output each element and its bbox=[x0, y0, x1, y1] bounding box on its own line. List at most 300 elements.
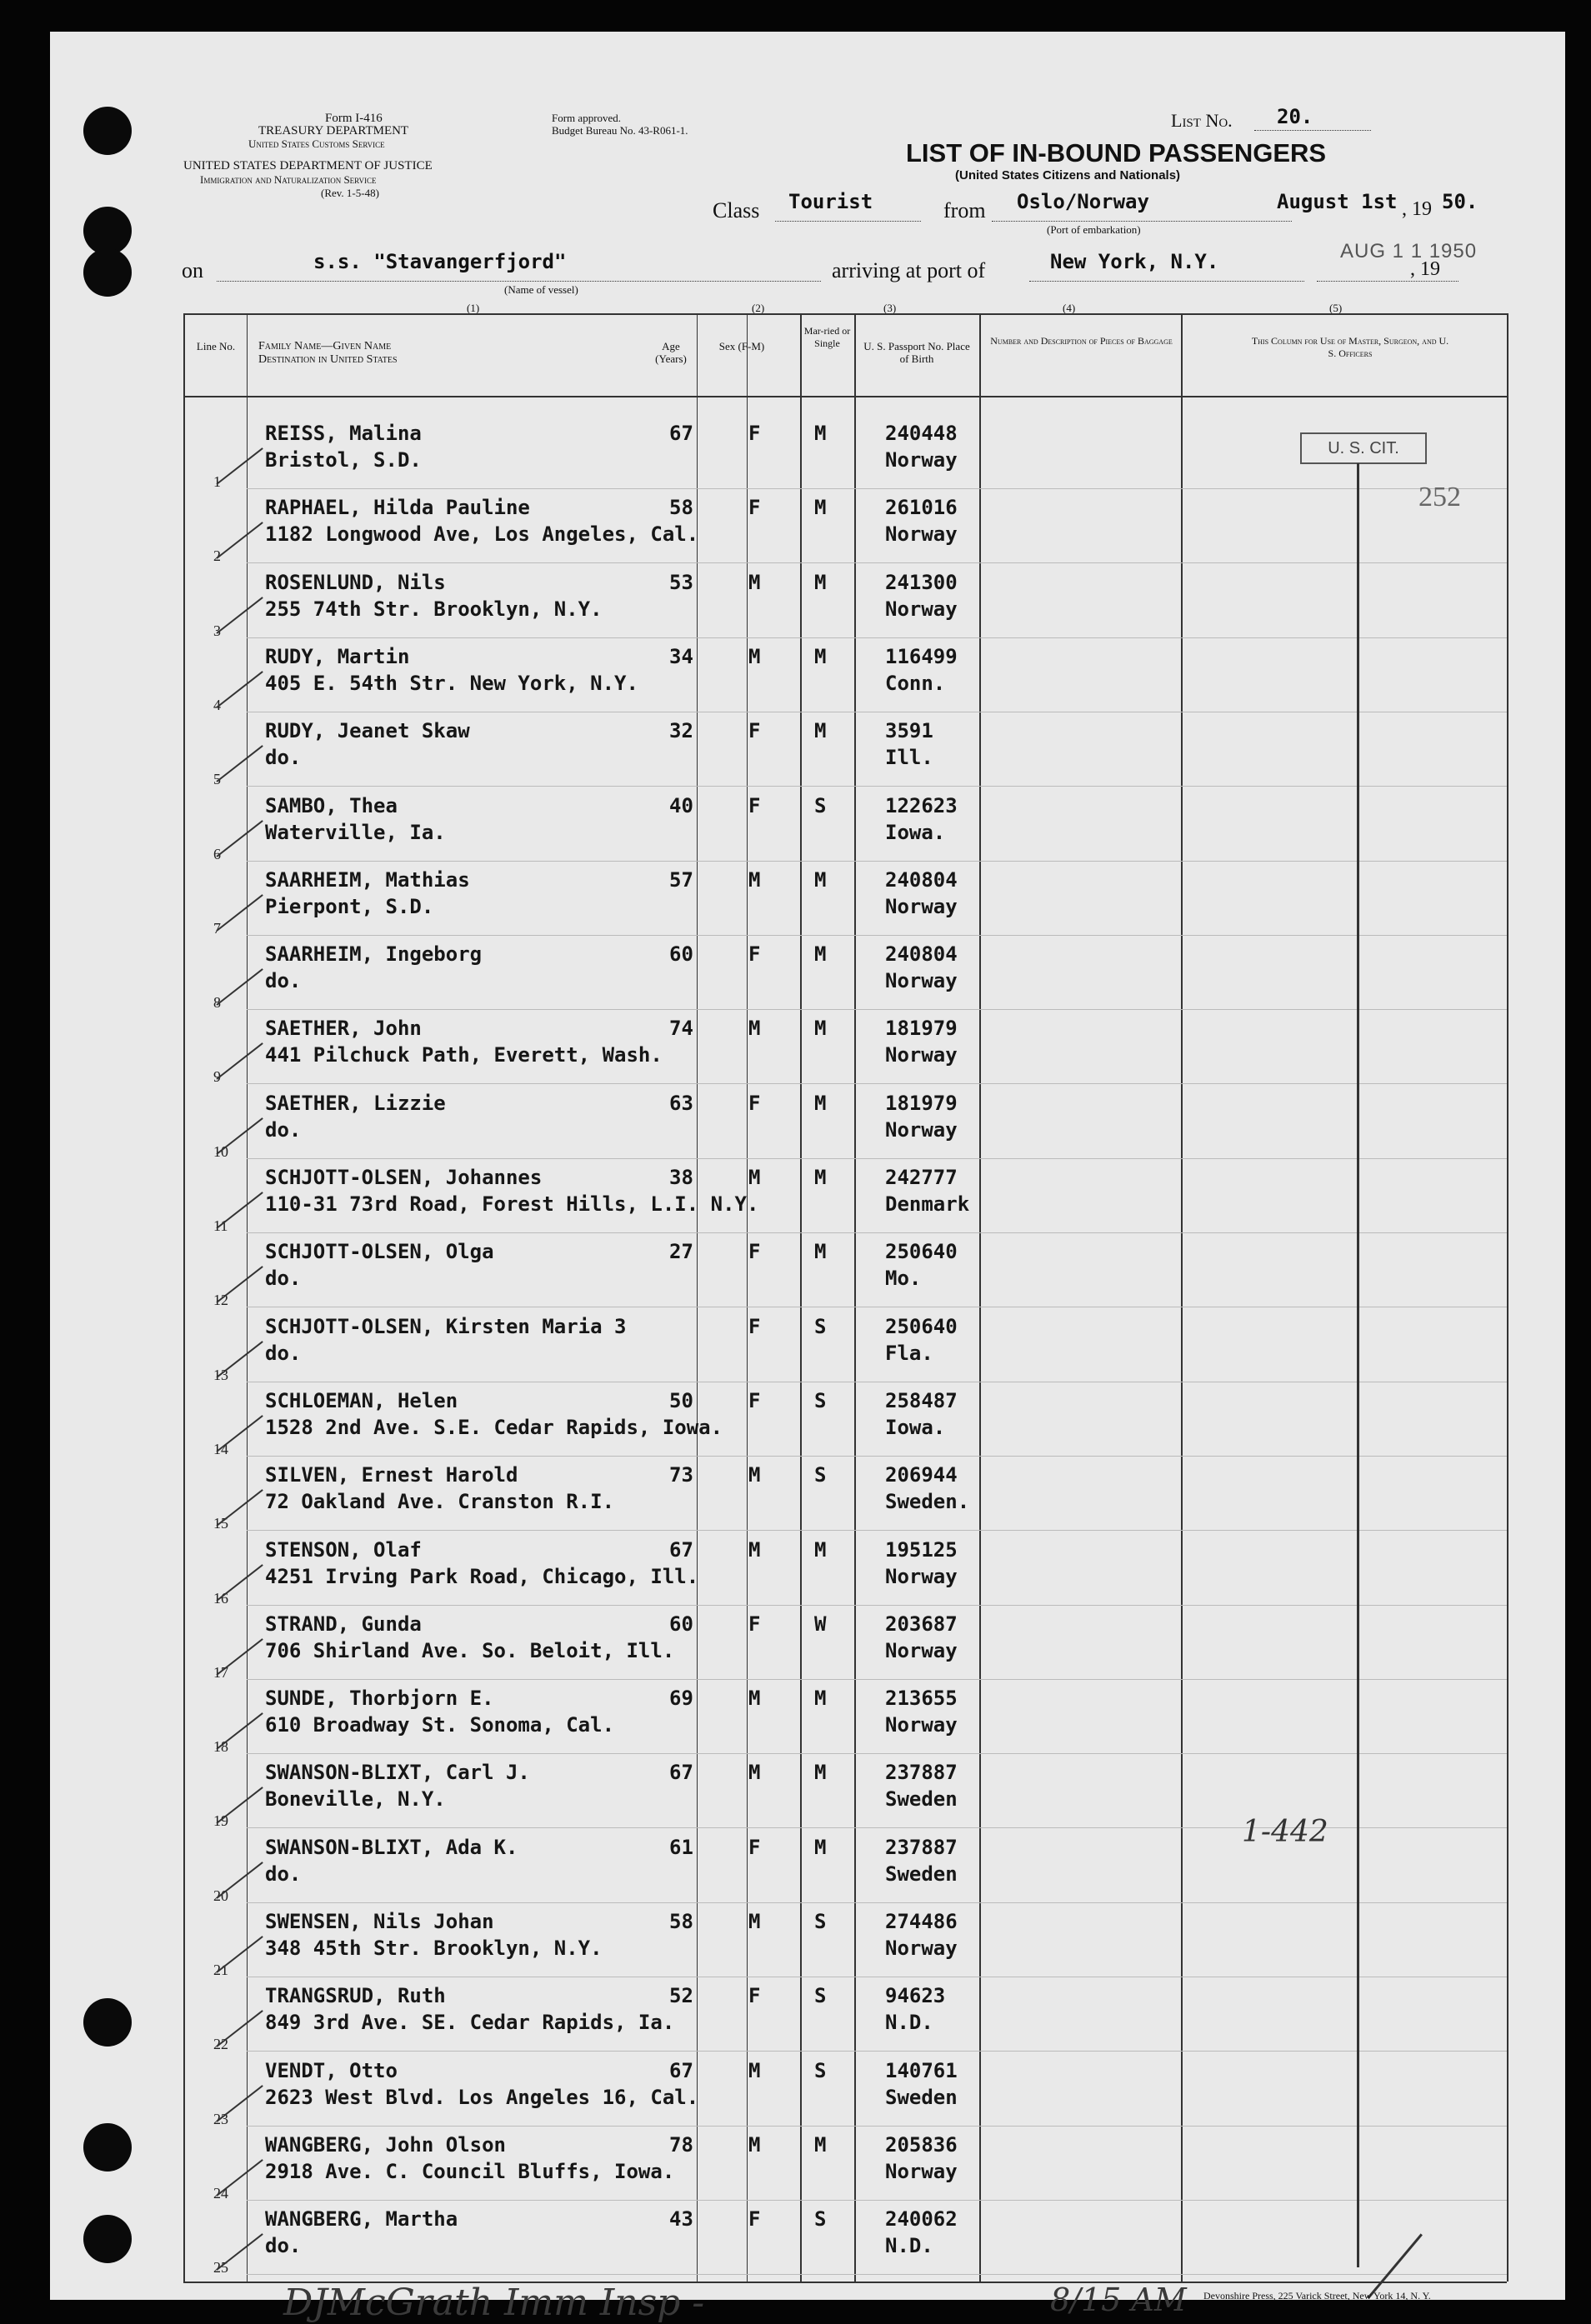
table-row bbox=[50, 1017, 1565, 1091]
check-mark bbox=[216, 522, 263, 559]
form-approved: Form approved. bbox=[552, 112, 622, 124]
passport-number: 195125 bbox=[885, 1538, 958, 1562]
check-mark bbox=[216, 447, 263, 485]
passenger-sex: M bbox=[748, 2133, 761, 2157]
row-separator bbox=[247, 2051, 1507, 2052]
passenger-destination: Bristol, S.D. bbox=[265, 448, 422, 472]
check-mark bbox=[216, 671, 263, 708]
place-of-birth: Norway bbox=[885, 895, 958, 918]
date-value: August 1st bbox=[1277, 190, 1398, 213]
passenger-destination: do. bbox=[265, 1267, 302, 1290]
officer-column-line bbox=[1357, 463, 1359, 2267]
header-officers: This Column for Use of Master, Surgeon, and U. S. Officers bbox=[1251, 335, 1449, 359]
passenger-name: SWANSON-BLIXT, Carl J. bbox=[265, 1761, 530, 1784]
place-of-birth: Norway bbox=[885, 2160, 958, 2183]
passenger-name: SAETHER, John bbox=[265, 1017, 422, 1040]
passenger-age: 52 bbox=[669, 1984, 693, 2007]
passport-number: 140761 bbox=[885, 2059, 958, 2082]
passenger-name: WANGBERG, John Olson bbox=[265, 2133, 506, 2157]
passenger-destination: 1528 2nd Ave. S.E. Cedar Rapids, Iowa. bbox=[265, 1416, 723, 1439]
table-row bbox=[50, 1092, 1565, 1166]
passenger-marital-status: M bbox=[814, 1240, 827, 1263]
line-number: 3 bbox=[213, 622, 221, 639]
line-number: 5 bbox=[213, 771, 221, 787]
arriving-label: arriving at port of bbox=[832, 258, 986, 282]
passenger-age: 67 bbox=[669, 1538, 693, 1562]
row-separator bbox=[247, 1009, 1507, 1010]
table-row bbox=[50, 645, 1565, 719]
passenger-destination: do. bbox=[265, 1118, 302, 1142]
from-label: from bbox=[943, 198, 986, 222]
passenger-sex: M bbox=[748, 1687, 761, 1710]
place-of-birth: Norway bbox=[885, 1713, 958, 1737]
row-separator bbox=[247, 935, 1507, 936]
passenger-name: RAPHAEL, Hilda Pauline bbox=[265, 496, 530, 519]
passenger-name: SCHJOTT-OLSEN, Johannes bbox=[265, 1166, 543, 1189]
line-number: 23 bbox=[213, 2111, 228, 2127]
check-mark bbox=[216, 2010, 263, 2047]
passenger-destination: Waterville, Ia. bbox=[265, 821, 446, 844]
passenger-marital-status: M bbox=[814, 1538, 827, 1562]
check-mark bbox=[216, 2233, 263, 2271]
passport-number: 258487 bbox=[885, 1389, 958, 1412]
place-of-birth: Norway bbox=[885, 448, 958, 472]
justice-label: UNITED STATES DEPARTMENT OF JUSTICE bbox=[183, 159, 433, 172]
passenger-sex: F bbox=[748, 1240, 761, 1263]
table-top-border bbox=[183, 313, 1507, 315]
passenger-age: 43 bbox=[669, 2207, 693, 2231]
row-separator bbox=[247, 562, 1507, 563]
passenger-age: 60 bbox=[669, 1612, 693, 1636]
header-name: Family Name—Given Name bbox=[258, 340, 392, 352]
header-sex: Sex (F-M) bbox=[718, 340, 765, 352]
arrival-port: New York, N.Y. bbox=[1050, 250, 1219, 273]
passenger-age: 67 bbox=[669, 1761, 693, 1784]
line-number: 6 bbox=[213, 846, 221, 862]
passenger-destination: do. bbox=[265, 1862, 302, 1886]
passenger-name: REISS, Malina bbox=[265, 422, 422, 445]
place-of-birth: Norway bbox=[885, 1937, 958, 1960]
table-row bbox=[50, 942, 1565, 1017]
row-separator bbox=[247, 1605, 1507, 1606]
line-number: 1 bbox=[213, 473, 221, 490]
passenger-marital-status: M bbox=[814, 2133, 827, 2157]
passenger-marital-status: M bbox=[814, 645, 827, 668]
passenger-marital-status: M bbox=[814, 1166, 827, 1189]
header-bottom-border bbox=[183, 396, 1507, 397]
passenger-sex: F bbox=[748, 1315, 761, 1338]
class-label: Class bbox=[713, 198, 760, 222]
line-number: 18 bbox=[213, 1738, 228, 1755]
table-row bbox=[50, 1463, 1565, 1537]
check-mark bbox=[216, 2159, 263, 2197]
passenger-sex: M bbox=[748, 868, 761, 892]
revision-label: (Rev. 1-5-48) bbox=[321, 187, 379, 199]
inspection-time: 8/15 AM bbox=[1050, 2282, 1187, 2318]
list-no-value: 20. bbox=[1277, 105, 1313, 128]
inspector-signature: DJMcGrath Imm Insp - bbox=[283, 2282, 705, 2324]
passenger-age: 73 bbox=[669, 1463, 693, 1487]
table-row bbox=[50, 1612, 1565, 1687]
passenger-sex: F bbox=[748, 794, 761, 817]
passenger-destination: 255 74th Str. Brooklyn, N.Y. bbox=[265, 597, 603, 621]
row-separator bbox=[247, 786, 1507, 787]
table-row bbox=[50, 2207, 1565, 2282]
table-row bbox=[50, 1910, 1565, 1984]
arrival-date-stamp: AUG 1 1 1950 bbox=[1340, 240, 1478, 262]
arrival-year-prefix: , 19 bbox=[1410, 258, 1440, 280]
passenger-marital-status: S bbox=[814, 2059, 827, 2082]
number-1442: 1-442 bbox=[1242, 1815, 1328, 1849]
place-of-birth: Ill. bbox=[885, 746, 933, 769]
check-mark bbox=[216, 2085, 263, 2122]
check-mark bbox=[216, 1117, 263, 1155]
table-row bbox=[50, 1538, 1565, 1612]
place-of-birth: Norway bbox=[885, 969, 958, 992]
table-row bbox=[50, 1687, 1565, 1761]
passenger-age: 63 bbox=[669, 1092, 693, 1115]
table-row bbox=[50, 1240, 1565, 1314]
passenger-name: TRANGSRUD, Ruth bbox=[265, 1984, 446, 2007]
passenger-sex: M bbox=[748, 1538, 761, 1562]
line-number: 20 bbox=[213, 1887, 228, 1904]
line-number: 8 bbox=[213, 994, 221, 1011]
place-of-birth: Fla. bbox=[885, 1342, 933, 1365]
check-mark bbox=[216, 1564, 263, 1602]
from-underline bbox=[992, 221, 1292, 222]
col-num-4: (4) bbox=[1063, 302, 1076, 314]
check-mark bbox=[216, 894, 263, 932]
passenger-name: WANGBERG, Martha bbox=[265, 2207, 458, 2231]
row-separator bbox=[247, 1456, 1507, 1457]
number-252: 252 bbox=[1418, 482, 1461, 512]
table-row bbox=[50, 2059, 1565, 2133]
row-separator bbox=[247, 1902, 1507, 1903]
place-of-birth: Norway bbox=[885, 597, 958, 621]
passenger-marital-status: S bbox=[814, 1315, 827, 1338]
manifest-sheet bbox=[50, 32, 1565, 2324]
col-num-3: (3) bbox=[883, 302, 897, 314]
passenger-sex: F bbox=[748, 1836, 761, 1859]
passenger-sex: F bbox=[748, 1092, 761, 1115]
row-separator bbox=[247, 2274, 1507, 2275]
check-mark bbox=[216, 1638, 263, 1676]
table-row bbox=[50, 1984, 1565, 2058]
table-row bbox=[50, 1389, 1565, 1463]
check-mark bbox=[216, 1415, 263, 1452]
row-separator bbox=[247, 2200, 1507, 2201]
budget-bureau: Budget Bureau No. 43-R061-1. bbox=[552, 124, 688, 137]
printer-imprint: Devonshire Press, 225 Varick Street, New York 14, N. Y. bbox=[1203, 2290, 1431, 2302]
place-of-birth: Iowa. bbox=[885, 821, 946, 844]
passenger-destination: 1182 Longwood Ave, Los Angeles, Cal. bbox=[265, 522, 699, 546]
passenger-name: STENSON, Olaf bbox=[265, 1538, 422, 1562]
passenger-sex: F bbox=[748, 942, 761, 966]
passenger-marital-status: M bbox=[814, 571, 827, 594]
passenger-name: SAARHEIM, Mathias bbox=[265, 868, 470, 892]
passenger-marital-status: M bbox=[814, 868, 827, 892]
punch-hole bbox=[83, 2215, 132, 2263]
check-mark bbox=[216, 1936, 263, 1973]
passenger-sex: M bbox=[748, 1017, 761, 1040]
passenger-marital-status: W bbox=[814, 1612, 827, 1636]
page-title: LIST OF IN-BOUND PASSENGERS bbox=[906, 138, 1327, 167]
from-value: Oslo/Norway bbox=[1017, 190, 1149, 213]
place-of-birth: Iowa. bbox=[885, 1416, 946, 1439]
passenger-age: 50 bbox=[669, 1389, 693, 1412]
passport-number: 274486 bbox=[885, 1910, 958, 1933]
line-number: 7 bbox=[213, 920, 221, 937]
punch-hole bbox=[83, 248, 132, 297]
passenger-age: 57 bbox=[669, 868, 693, 892]
passport-number: 181979 bbox=[885, 1017, 958, 1040]
passport-number: 250640 bbox=[885, 1315, 958, 1338]
passenger-name: RUDY, Jeanet Skaw bbox=[265, 719, 470, 742]
line-number: 10 bbox=[213, 1143, 228, 1160]
place-of-birth: Norway bbox=[885, 1043, 958, 1067]
passenger-name: SCHJOTT-OLSEN, Olga bbox=[265, 1240, 494, 1263]
line-number: 11 bbox=[213, 1217, 228, 1234]
passenger-sex: M bbox=[748, 1761, 761, 1784]
passenger-marital-status: S bbox=[814, 1463, 827, 1487]
table-row bbox=[50, 719, 1565, 793]
passenger-name: SAMBO, Thea bbox=[265, 794, 398, 817]
check-mark bbox=[216, 1192, 263, 1229]
passenger-destination: 441 Pilchuck Path, Everett, Wash. bbox=[265, 1043, 663, 1067]
place-of-birth: Denmark bbox=[885, 1192, 970, 1216]
us-citizen-stamp: U. S. CIT. bbox=[1300, 432, 1427, 464]
passenger-destination: 72 Oakland Ave. Cranston R.I. bbox=[265, 1490, 615, 1513]
year-prefix: , 19 bbox=[1402, 198, 1432, 220]
passenger-destination: do. bbox=[265, 2234, 302, 2257]
form-number: Form I-416 bbox=[325, 112, 383, 125]
line-number: 24 bbox=[213, 2185, 228, 2202]
line-number: 19 bbox=[213, 1812, 228, 1829]
line-number: 25 bbox=[213, 2259, 228, 2276]
line-number: 9 bbox=[213, 1068, 221, 1085]
passenger-name: ROSENLUND, Nils bbox=[265, 571, 446, 594]
passport-number: 240448 bbox=[885, 422, 958, 445]
table-row bbox=[50, 1166, 1565, 1240]
passenger-sex: F bbox=[748, 496, 761, 519]
passenger-sex: M bbox=[748, 2059, 761, 2082]
arrival-date-underline bbox=[1317, 281, 1458, 282]
row-separator bbox=[247, 1679, 1507, 1680]
check-mark bbox=[216, 968, 263, 1006]
line-number: 2 bbox=[213, 547, 221, 564]
line-number: 12 bbox=[213, 1292, 228, 1308]
passenger-sex: M bbox=[748, 1166, 761, 1189]
place-of-birth: N.D. bbox=[885, 2011, 933, 2034]
table-row bbox=[50, 1761, 1565, 1835]
passenger-destination: 4251 Irving Park Road, Chicago, Ill. bbox=[265, 1565, 699, 1588]
col-num-2: (2) bbox=[752, 302, 765, 314]
check-mark bbox=[216, 1489, 263, 1527]
line-number: 17 bbox=[213, 1664, 228, 1681]
passenger-age: 58 bbox=[669, 496, 693, 519]
page-subtitle: (United States Citizens and Nationals) bbox=[955, 168, 1181, 182]
passport-number: 240062 bbox=[885, 2207, 958, 2231]
table-row bbox=[50, 794, 1565, 868]
on-label: on bbox=[182, 258, 203, 282]
year-value: 50. bbox=[1442, 190, 1478, 213]
passenger-marital-status: S bbox=[814, 1389, 827, 1412]
passport-number: 237887 bbox=[885, 1836, 958, 1859]
passenger-marital-status: M bbox=[814, 1092, 827, 1115]
check-mark bbox=[216, 1042, 263, 1080]
passenger-marital-status: S bbox=[814, 794, 827, 817]
port-caption: (Port of embarkation) bbox=[1047, 223, 1141, 236]
row-separator bbox=[247, 861, 1507, 862]
arrival-underline bbox=[1029, 281, 1304, 282]
passenger-age: 69 bbox=[669, 1687, 693, 1710]
passenger-name: RUDY, Martin bbox=[265, 645, 410, 668]
passenger-destination: 348 45th Str. Brooklyn, N.Y. bbox=[265, 1937, 603, 1960]
passport-number: 206944 bbox=[885, 1463, 958, 1487]
passenger-age: 40 bbox=[669, 794, 693, 817]
check-mark bbox=[216, 1712, 263, 1750]
passport-number: 94623 bbox=[885, 1984, 946, 2007]
passenger-destination: do. bbox=[265, 1342, 302, 1365]
passenger-destination: 2623 West Blvd. Los Angeles 16, Cal. bbox=[265, 2086, 699, 2109]
check-mark bbox=[216, 1862, 263, 1899]
place-of-birth: Sweden bbox=[885, 2086, 958, 2109]
passenger-marital-status: M bbox=[814, 1017, 827, 1040]
passport-number: 240804 bbox=[885, 942, 958, 966]
passport-number: 205836 bbox=[885, 2133, 958, 2157]
passenger-age: 67 bbox=[669, 2059, 693, 2082]
passenger-destination: Boneville, N.Y. bbox=[265, 1787, 446, 1811]
line-number: 21 bbox=[213, 1962, 228, 1978]
table-row bbox=[50, 496, 1565, 570]
passenger-age: 74 bbox=[669, 1017, 693, 1040]
passenger-age: 34 bbox=[669, 645, 693, 668]
passenger-age: 53 bbox=[669, 571, 693, 594]
passenger-age: 60 bbox=[669, 942, 693, 966]
passenger-name: SWANSON-BLIXT, Ada K. bbox=[265, 1836, 518, 1859]
passport-number: 237887 bbox=[885, 1761, 958, 1784]
passenger-sex: F bbox=[748, 719, 761, 742]
punch-hole bbox=[83, 107, 132, 155]
passenger-destination: do. bbox=[265, 746, 302, 769]
check-mark bbox=[216, 597, 263, 634]
check-mark bbox=[216, 1266, 263, 1303]
place-of-birth: Conn. bbox=[885, 672, 946, 695]
vessel-caption: (Name of vessel) bbox=[504, 283, 578, 296]
passenger-marital-status: M bbox=[814, 1836, 827, 1859]
table-row bbox=[50, 571, 1565, 645]
passenger-age: 38 bbox=[669, 1166, 693, 1189]
passenger-marital-status: M bbox=[814, 719, 827, 742]
ins-label: Immigration and Naturalization Service bbox=[200, 173, 377, 186]
passport-number: 181979 bbox=[885, 1092, 958, 1115]
check-mark bbox=[216, 1341, 263, 1378]
passenger-sex: F bbox=[748, 1984, 761, 2007]
passenger-destination: Pierpont, S.D. bbox=[265, 895, 434, 918]
col-num-5: (5) bbox=[1329, 302, 1343, 314]
row-separator bbox=[247, 1753, 1507, 1754]
punch-hole bbox=[83, 2123, 132, 2172]
passport-number: 122623 bbox=[885, 794, 958, 817]
passenger-age: 67 bbox=[669, 422, 693, 445]
class-underline bbox=[775, 221, 921, 222]
table-row bbox=[50, 868, 1565, 942]
table-row bbox=[50, 1315, 1565, 1389]
row-separator bbox=[247, 1530, 1507, 1531]
passport-number: 203687 bbox=[885, 1612, 958, 1636]
passenger-sex: M bbox=[748, 645, 761, 668]
passport-number: 250640 bbox=[885, 1240, 958, 1263]
header-age: Age (Years) bbox=[655, 340, 687, 365]
passenger-marital-status: S bbox=[814, 1984, 827, 2007]
row-separator bbox=[247, 1232, 1507, 1233]
passenger-destination: 706 Shirland Ave. So. Beloit, Ill. bbox=[265, 1639, 675, 1662]
passenger-name: SCHJOTT-OLSEN, Kirsten Maria 3 bbox=[265, 1315, 627, 1338]
place-of-birth: Norway bbox=[885, 1639, 958, 1662]
passenger-name: STRAND, Gunda bbox=[265, 1612, 422, 1636]
passenger-sex: F bbox=[748, 422, 761, 445]
place-of-birth: Sweden bbox=[885, 1787, 958, 1811]
table-row bbox=[50, 1836, 1565, 1910]
passenger-sex: F bbox=[748, 2207, 761, 2231]
row-separator bbox=[247, 637, 1507, 638]
passenger-name: SAETHER, Lizzie bbox=[265, 1092, 446, 1115]
passport-number: 261016 bbox=[885, 496, 958, 519]
passport-number: 116499 bbox=[885, 645, 958, 668]
line-number: 14 bbox=[213, 1441, 228, 1457]
passenger-marital-status: M bbox=[814, 1687, 827, 1710]
passenger-age: 61 bbox=[669, 1836, 693, 1859]
punch-hole bbox=[83, 1998, 132, 2047]
passenger-name: SUNDE, Thorbjorn E. bbox=[265, 1687, 494, 1710]
place-of-birth: Mo. bbox=[885, 1267, 922, 1290]
passenger-destination: 610 Broadway St. Sonoma, Cal. bbox=[265, 1713, 615, 1737]
row-separator bbox=[247, 1158, 1507, 1159]
line-number: 22 bbox=[213, 2036, 228, 2052]
header-line-no: Line No. bbox=[196, 340, 236, 352]
passport-number: 241300 bbox=[885, 571, 958, 594]
row-separator bbox=[247, 488, 1507, 489]
passenger-name: SILVEN, Ernest Harold bbox=[265, 1463, 518, 1487]
passenger-age: 58 bbox=[669, 1910, 693, 1933]
passenger-name: SAARHEIM, Ingeborg bbox=[265, 942, 483, 966]
passenger-destination: 405 E. 54th Str. New York, N.Y. bbox=[265, 672, 638, 695]
place-of-birth: Sweden bbox=[885, 1862, 958, 1886]
header-passport: U. S. Passport No. Place of Birth bbox=[863, 340, 970, 365]
class-value: Tourist bbox=[788, 190, 873, 213]
passenger-age: 78 bbox=[669, 2133, 693, 2157]
header-married: Mar-ried or Single bbox=[803, 325, 851, 349]
passenger-sex: M bbox=[748, 1463, 761, 1487]
list-no-label: List No. bbox=[1171, 110, 1233, 131]
check-mark bbox=[216, 820, 263, 857]
passenger-marital-status: M bbox=[814, 496, 827, 519]
passenger-name: SWENSEN, Nils Johan bbox=[265, 1910, 494, 1933]
passenger-sex: F bbox=[748, 1389, 761, 1412]
check-mark bbox=[216, 1787, 263, 1824]
passenger-marital-status: M bbox=[814, 942, 827, 966]
line-number: 16 bbox=[213, 1590, 228, 1607]
passenger-marital-status: M bbox=[814, 422, 827, 445]
passenger-marital-status: S bbox=[814, 2207, 827, 2231]
treasury-label: TREASURY DEPARTMENT bbox=[258, 124, 409, 137]
line-number: 4 bbox=[213, 697, 221, 713]
passport-number: 240804 bbox=[885, 868, 958, 892]
list-no-underline bbox=[1254, 130, 1371, 131]
vessel-name: s.s. "Stavangerfjord" bbox=[313, 250, 567, 273]
passenger-destination: do. bbox=[265, 969, 302, 992]
line-number: 15 bbox=[213, 1515, 228, 1532]
